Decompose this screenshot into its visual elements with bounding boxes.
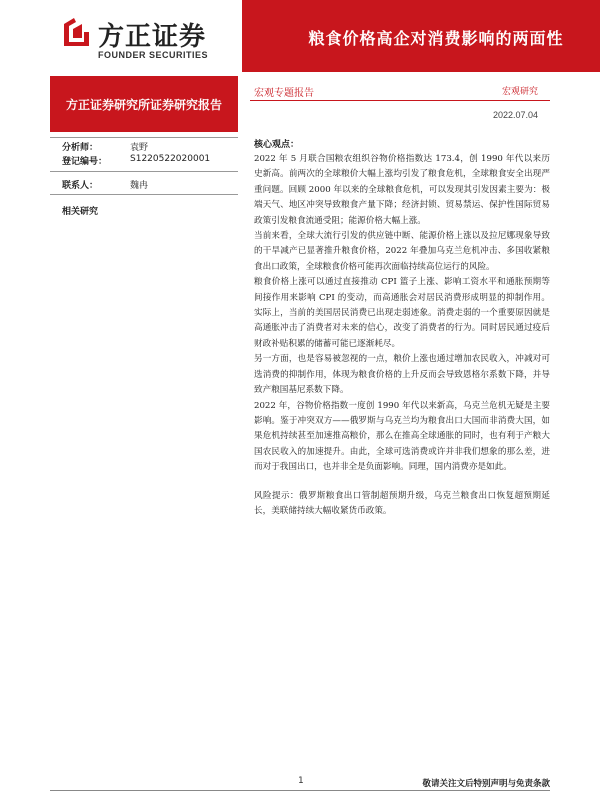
report-category: 宏观研究: [501, 87, 538, 97]
paragraph: 2022 年 5 月联合国粮农组织谷物价格指数达 173.4，创 1990 年代以来历史新高。前两次的全球粮价大幅上涨均引发了粮食危机，全球粮食安全出现严重问题。回顾 2000 年以来的全球粮食危机，可以发现其引发因素主要为：极端天气、地区冲突导致粮食产量下降；经济封锁、贸易禁运、保护性国际贸易政策引发粮食流通受阻；能源价格大幅上涨。: [254, 154, 550, 226]
analyst-label: 分析师：: [62, 143, 99, 153]
risk-warning: 风险提示：俄罗斯粮食出口管制超预期升级，乌克兰粮食出口恢复超预期延长，美联储持续大幅收紧货币政策。: [254, 490, 550, 516]
report-type: 宏观专题报告: [254, 88, 314, 99]
paragraph: 当前来看，全球大流行引发的供应链中断、能源价格上涨以及拉尼娜现象导致的干旱减产已显著推升粮食价格，2022 年叠加乌克兰危机冲击、多国收紧粮食出口政策，全球粮食价格可能再次面临持续高位运行的风险。: [254, 231, 550, 272]
header-banner: [242, 0, 600, 72]
analyst-name: 袁野: [130, 143, 149, 153]
footer-divider: [50, 790, 550, 791]
founder-logo-mark-icon: [62, 16, 92, 48]
contact-row: [62, 178, 149, 191]
meta-mid-divider: [50, 171, 238, 172]
meta-top-divider: [50, 137, 238, 138]
institute-box: [50, 76, 238, 132]
report-date: 2022.07.04: [492, 110, 538, 120]
logo-english-name: FOUNDER SECURITIES: [98, 50, 209, 60]
analyst-row: [62, 140, 149, 153]
meta-bottom-divider: [50, 194, 238, 195]
paragraph: 另一方面，也是容易被忽视的一点，粮价上涨也通过增加农民收入，冲减对可选消费的抑制作用，体现为粮食价格的上升反而会导致恩格尔系数下降，并导致产粮国基尼系数下降。: [254, 354, 550, 396]
institute-label: 方正证券研究所证券研究报告: [65, 98, 222, 112]
registration-label: 登记编号：: [62, 157, 108, 167]
main-content: [254, 137, 550, 519]
contact-name: 魏冉: [130, 181, 149, 191]
related-research-label: 相关研究: [62, 207, 99, 217]
report-title: 粮食价格高企对消费影响的两面性: [308, 29, 564, 48]
page-number: 1: [298, 776, 304, 786]
logo-chinese-name: 方正证券: [98, 22, 207, 52]
company-logo: [62, 16, 232, 66]
registration-number: S1220522020001: [130, 154, 211, 164]
registration-row: [62, 154, 211, 167]
paragraph: 2022 年，谷物价格指数一度创 1990 年代以来新高，乌克兰危机无疑是主要影响。鉴于冲突双方——俄罗斯与乌克兰均为粮食出口大国而非消费大国，如果危机持续甚至加速推高粮价，那么在推高全球通胀的同时，也有利于产粮大国农民收入的加速提升。由此，全球可选消费或许并非我们想象的那么差，进而对于我国出口，也并非全是负面影响。同理，国内消费亦是如此。: [254, 400, 550, 473]
contact-label: 联系人：: [62, 181, 99, 191]
core-view-title: 核心观点：: [254, 140, 300, 150]
paragraph: 粮食价格上涨可以通过直接推动 CPI 篮子上涨、影响工资水平和通胀预期等间接作用来影响 CPI 的变动，而高通胀会对居民消费形成明显的抑制作用。实际上，当前的美国居民消费已出现走弱迹象。消费走弱的一个重要原因就是高通胀冲击了消费者对未来的信心，改变了消费者的行为。同时居民通过疫后财政补贴积累的储蓄可能已逐渐耗尽。: [254, 277, 550, 349]
header-divider: [250, 100, 550, 101]
disclaimer-note: 敬请关注文后特别声明与免责条款: [422, 779, 550, 789]
